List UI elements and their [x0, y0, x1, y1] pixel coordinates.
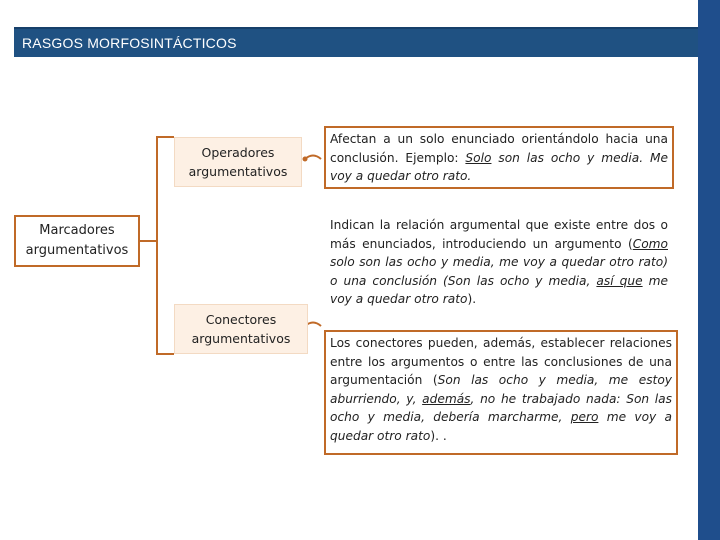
desc2-example-3: me voy a quedar otro rato	[330, 273, 668, 307]
page-title: RASGOS MORFOSINTÁCTICOS	[22, 35, 237, 51]
desc3-text: Los conectores pueden, además, establecer relaciones entre los argumentos o entre las conclusiones de una argumentación (	[330, 336, 672, 388]
bracket-left	[157, 137, 174, 354]
desc3-example-1: Son las ocho y media, me estoy aburriendo, y,	[330, 373, 672, 406]
desc-operadores	[324, 126, 674, 189]
dot-operadores	[303, 157, 308, 162]
conectores-line1: Conectores	[205, 312, 277, 327]
desc1-example-keyword: Solo	[465, 150, 492, 165]
desc2-example-2: Son las ocho y media,	[447, 273, 597, 288]
conectores-line2: argumentativos	[191, 331, 291, 346]
node-conectores	[174, 304, 308, 354]
operadores-line2: argumentativos	[188, 164, 288, 179]
desc3-keyword-pero: pero	[570, 410, 599, 425]
desc1-text: Afectan a un solo enunciado orientándolo hacia una conclusión. Ejemplo:	[330, 132, 668, 165]
desc3-end: ). .	[430, 428, 447, 443]
desc2-example-1: solo son las ocho y media, me voy a quedar otro rato) o una conclusión (	[330, 255, 668, 288]
root-line2: argumentativos	[25, 243, 129, 258]
desc2-text: Indican la relación argumental que existe entre dos o más enunciados, introduciendo un argumento (	[330, 218, 668, 251]
root-node-marcadores	[14, 215, 140, 267]
desc-conectores-2	[324, 330, 678, 455]
desc2-end: ).	[467, 292, 477, 307]
operadores-line1: Operadores	[201, 145, 275, 160]
desc3-example-2: , no he trabajado nada: Son las ocho y media, debería marcharme,	[330, 391, 673, 425]
desc-conectores-1	[324, 212, 674, 310]
desc2-keyword-asi-que: así que	[596, 273, 643, 288]
desc3-example-3: me voy a quedar otro rato	[330, 410, 673, 443]
root-line1: Marcadores	[39, 223, 115, 238]
desc3-keyword-ademas: además	[422, 391, 471, 406]
desc1-example: son las ocho y media. Me voy a quedar otro rato.	[330, 150, 668, 184]
desc2-keyword-como: Como	[632, 236, 668, 251]
node-operadores	[174, 137, 302, 187]
